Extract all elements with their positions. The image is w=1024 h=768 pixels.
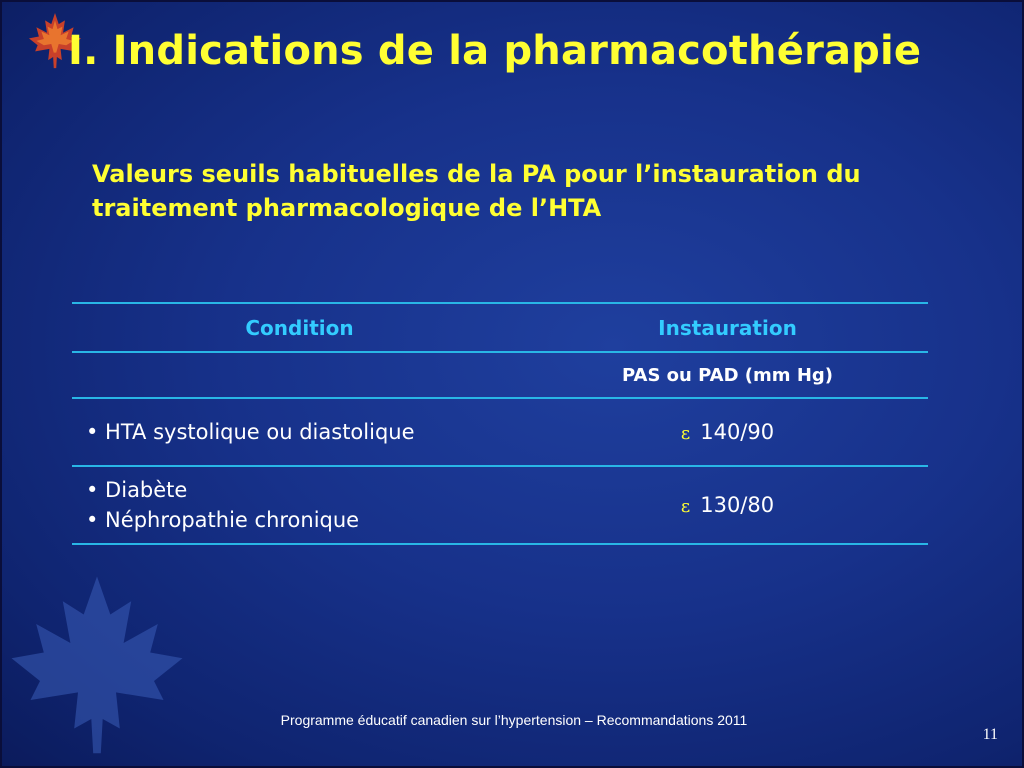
table-header-row [72, 304, 928, 351]
threshold-value: 130/80 [700, 493, 775, 517]
page-number: 11 [982, 726, 998, 743]
threshold-symbol: ε [680, 496, 691, 517]
condition-item: • Néphropathie chronique [86, 508, 360, 532]
threshold-cell [527, 493, 928, 517]
slide-footer: Programme éducatif canadien sur l’hypertension – Recommandations 2011 [280, 712, 748, 728]
slide-subtitle: Valeurs seuils habituelles de la PA pour l’instauration du traitement pharmacologique de l’HTA [92, 160, 861, 222]
threshold-cell [527, 420, 928, 444]
threshold-value: 140/90 [700, 420, 775, 444]
condition-cell [72, 475, 527, 535]
header-condition: Condition [245, 315, 354, 340]
slide-title: I. Indications de la pharmacothérapie [68, 28, 922, 74]
header-instauration: Instauration [658, 315, 797, 340]
maple-leaf-watermark-icon [2, 562, 192, 762]
table-subheader-row [72, 353, 928, 397]
table-row [72, 467, 928, 543]
condition-item: • Diabète [86, 478, 188, 502]
threshold-table [72, 302, 928, 545]
subheader-units: PAS ou PAD (mm Hg) [621, 364, 833, 386]
table-row [72, 399, 928, 465]
condition-cell [72, 417, 527, 447]
table-rule [72, 543, 928, 545]
threshold-symbol: ε [680, 423, 691, 444]
condition-item: • HTA systolique ou diastolique [86, 420, 415, 444]
